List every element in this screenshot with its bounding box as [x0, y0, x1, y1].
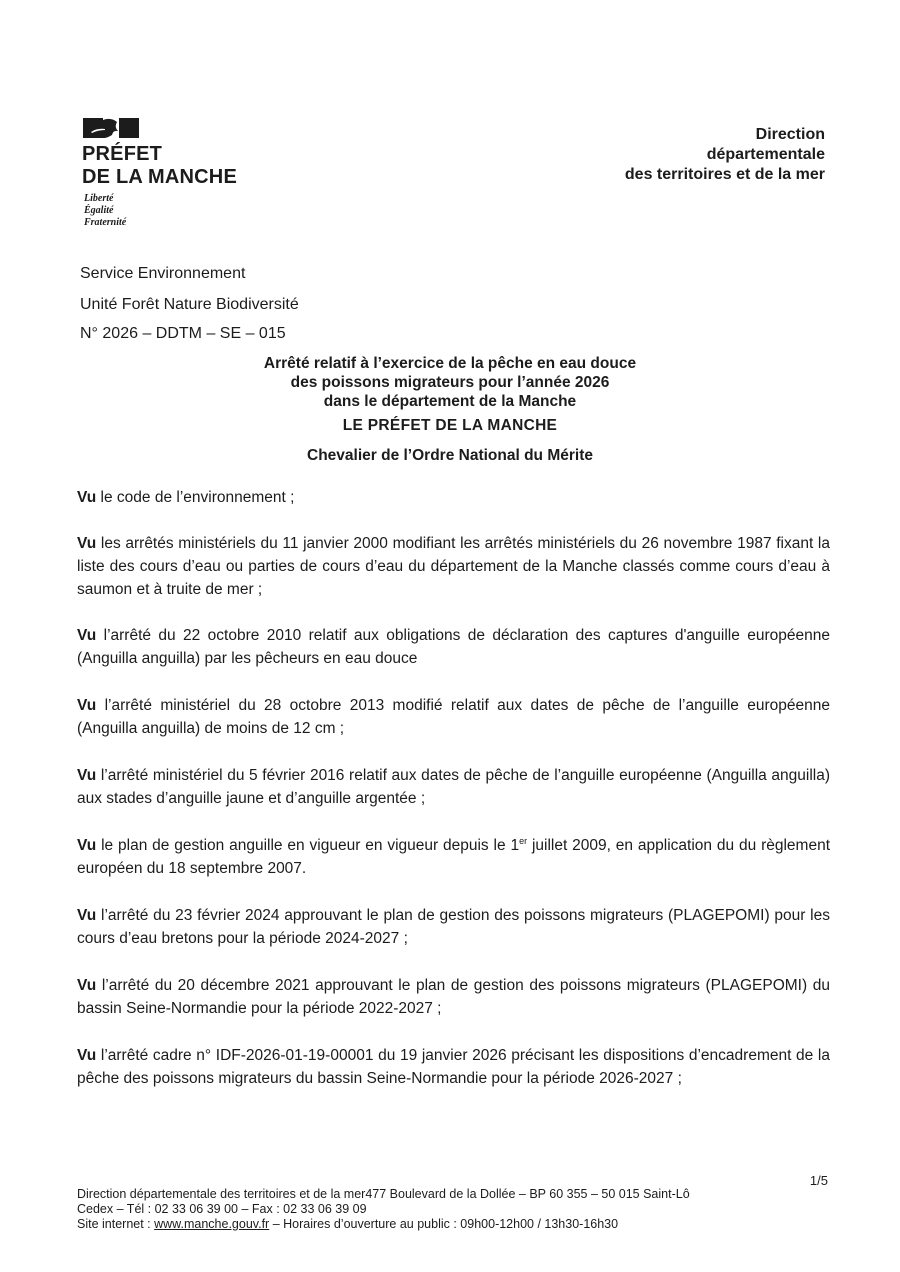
- decree-title: [0, 354, 900, 465]
- vu-paragraph-4: [77, 694, 830, 740]
- prefet-line-1: PRÉFET: [82, 143, 163, 165]
- page-footer: [77, 1187, 797, 1232]
- page-number: 1/5: [809, 1173, 828, 1188]
- republic-motto: [84, 193, 126, 229]
- vu-paragraph-1: [77, 486, 830, 509]
- direction-line-2: départementale: [706, 146, 825, 163]
- motto-fraternite: Fraternité: [84, 217, 127, 228]
- paragraph-text: le code de l’environnement ;: [96, 489, 295, 506]
- vu-paragraph-2: [77, 532, 830, 601]
- service-name: Service Environnement: [80, 265, 246, 282]
- prefet-line-2: DE LA MANCHE: [82, 166, 237, 188]
- marianne-logo-icon: [83, 118, 139, 138]
- footer-site-label: Site internet :: [77, 1217, 155, 1231]
- paragraph-text: juillet 2009, en application du du règlement européen du 18 septembre 2007.: [77, 837, 830, 877]
- footer-contact: Cedex – Tél : 02 33 06 39 00 – Fax : 02 33 06 39 09: [77, 1202, 367, 1216]
- direction-line-3: des territoires et de la mer: [624, 166, 825, 183]
- vu-paragraph-7: [77, 904, 830, 950]
- paragraph-text: l’arrêté du 22 octobre 2010 relatif aux obligations de déclaration des captures d'anguille européenne (Anguilla anguilla) par les pêcheurs en eau douce: [77, 627, 830, 667]
- vu-paragraph-9: [77, 1044, 830, 1090]
- website-link[interactable]: www.manche.gouv.fr: [154, 1217, 270, 1231]
- vu-lead: Vu: [77, 627, 97, 644]
- footer-hours: – Horaires d’ouverture au public : 09h00-12h00 / 13h30-16h30: [269, 1217, 619, 1231]
- vu-paragraph-8: [77, 974, 830, 1020]
- vu-lead: Vu: [77, 907, 97, 924]
- vu-lead: Vu: [77, 489, 97, 506]
- ordre-heading: Chevalier de l’Ordre National du Mérite: [307, 447, 593, 464]
- vu-paragraph-6: [77, 834, 830, 880]
- issuing-direction: [625, 125, 825, 185]
- vu-lead: Vu: [77, 767, 97, 784]
- paragraph-text: l’arrêté ministériel du 5 février 2016 relatif aux dates de pêche de l’anguille européenne (Anguilla anguilla) aux stades d’anguille jaune et d’anguille argentée ;: [77, 767, 830, 807]
- vu-paragraph-5: [77, 764, 830, 810]
- unit-name: Unité Forêt Nature Biodiversité: [80, 296, 299, 313]
- prefet-heading: LE PRÉFET DE LA MANCHE: [342, 417, 558, 434]
- vu-lead: Vu: [77, 837, 97, 854]
- vu-lead: Vu: [77, 1047, 97, 1064]
- vu-paragraph-3: [77, 624, 830, 670]
- footer-address: Direction départementale des territoires et de la mer477 Boulevard de la Dollée – BP 60 355 – 50 015 Saint-Lô: [77, 1187, 690, 1201]
- title-line-3: dans le département de la Manche: [323, 393, 577, 410]
- footer-site-line: [77, 1217, 797, 1232]
- direction-line-1: Direction: [755, 126, 825, 143]
- title-line-2: des poissons migrateurs pour l’année 2026: [290, 374, 610, 391]
- paragraph-text: l’arrêté du 20 décembre 2021 approuvant le plan de gestion des poissons migrateurs (PLAGEPOMI) du bassin Seine-Normandie pour la période 2022-2027 ;: [77, 977, 830, 1017]
- vu-lead: Vu: [77, 697, 97, 714]
- motto-liberte: Liberté: [84, 193, 114, 204]
- paragraph-text: l’arrêté cadre n° IDF-2026-01-19-00001 du 19 janvier 2026 précisant les dispositions d’encadrement de la pêche des poissons migrateurs du bassin Seine-Normandie pour la période 2026-2027 ;: [77, 1047, 830, 1087]
- vu-lead: Vu: [77, 977, 97, 994]
- paragraph-text: le plan de gestion anguille en vigueur en vigueur depuis le 1: [96, 837, 520, 854]
- reference-number: N° 2026 – DDTM – SE – 015: [80, 325, 286, 342]
- prefet-title: [82, 143, 237, 189]
- title-line-1: Arrêté relatif à l’exercice de la pêche en eau douce: [263, 355, 637, 372]
- vu-lead: Vu: [77, 535, 97, 552]
- paragraph-text: l’arrêté du 23 février 2024 approuvant le plan de gestion des poissons migrateurs (PLAGEPOMI) pour les cours d’eau bretons pour la période 2024-2027 ;: [77, 907, 830, 947]
- paragraph-text: l’arrêté ministériel du 28 octobre 2013 modifié relatif aux dates de pêche de l’anguille européenne (Anguilla anguilla) de moins de 12 cm ;: [77, 697, 830, 737]
- motto-egalite: Égalité: [84, 205, 114, 216]
- paragraph-text: les arrêtés ministériels du 11 janvier 2000 modifiant les arrêtés ministériels du 26 novembre 1987 fixant la liste des cours d’eau ou parties de cours d’eau du département de la Manche classés comme cours d’eau à saumon et à truite de mer ;: [77, 535, 830, 598]
- superscript-er: er: [519, 835, 528, 846]
